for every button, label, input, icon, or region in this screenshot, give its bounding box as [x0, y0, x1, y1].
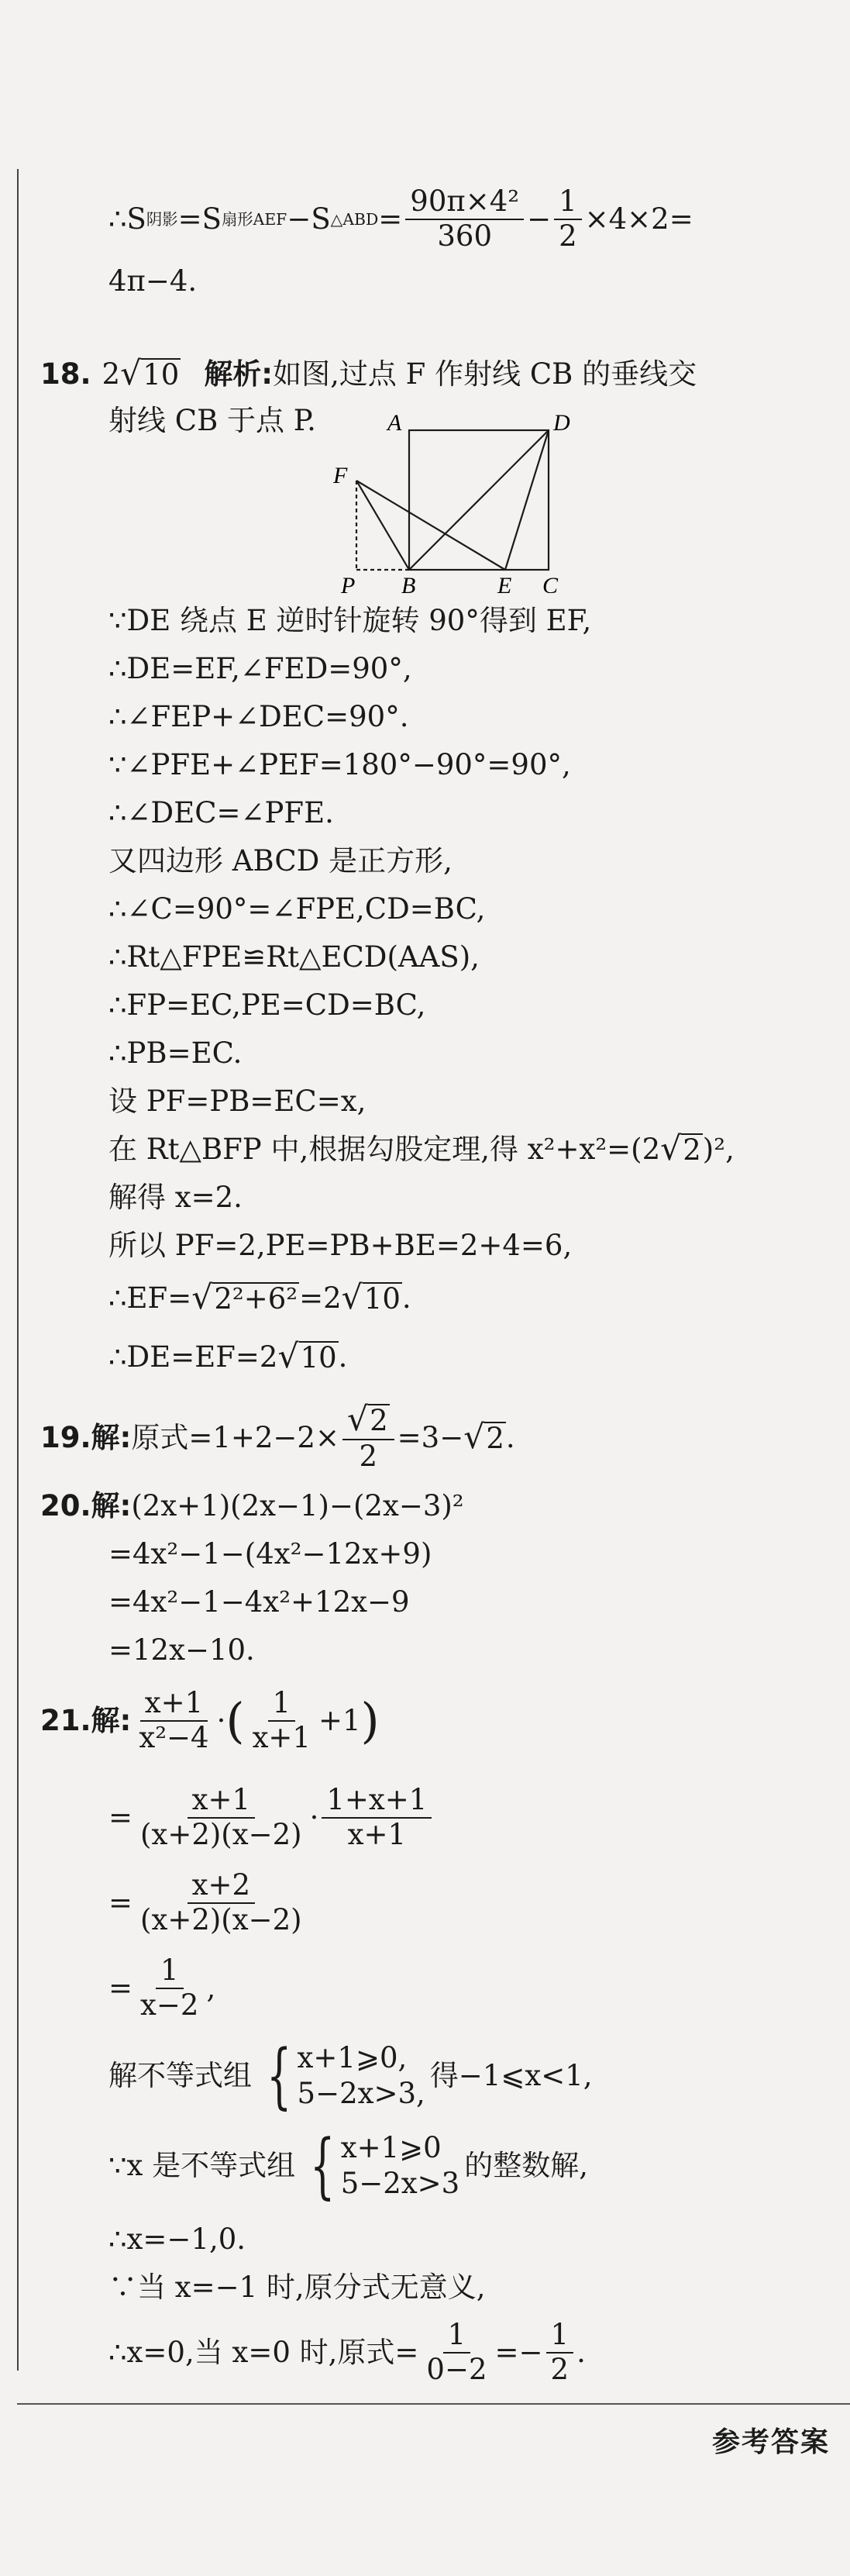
radicand: 10 — [363, 1281, 401, 1316]
denominator: x−2 — [140, 1988, 199, 2022]
label-p: P — [341, 573, 356, 593]
q21-final — [108, 2318, 586, 2388]
text: =4x²−1−(4x²−12x+9) — [108, 1537, 432, 1571]
text: − — [527, 202, 552, 236]
q20-line1 — [40, 1488, 464, 1524]
denominator: x²−4 — [139, 1721, 209, 1754]
subscript: 阴影 — [146, 210, 178, 229]
fraction — [405, 184, 524, 253]
fraction — [422, 2320, 491, 2385]
text: =4x²−1−4x²+12x−9 — [108, 1585, 410, 1619]
numerator: 90π×4² — [405, 187, 524, 220]
q21-line2 — [108, 1783, 435, 1853]
segment-fb — [356, 481, 409, 570]
subscript: △ABD — [330, 210, 379, 229]
text: ∴DE=EF,∠FED=90°, — [108, 652, 412, 685]
denominator: 360 — [437, 219, 492, 253]
q21-integer-solution — [108, 2124, 588, 2207]
sqrt: √ 2²+6² — [191, 1278, 298, 1317]
numerator: x+1 — [188, 1785, 255, 1819]
solve-line — [108, 1180, 243, 1216]
denominator: x+1 — [347, 1818, 407, 1851]
denominator: 2 — [359, 1439, 378, 1473]
paren: ) — [360, 1692, 380, 1749]
ef-line — [108, 1278, 411, 1317]
text: . — [401, 1281, 411, 1315]
q21-line4 — [108, 1954, 215, 2023]
analysis-label: 解析: — [204, 357, 274, 391]
q21-line1 — [40, 1686, 380, 1756]
shaded-area-formula — [108, 184, 693, 254]
radicand: 10 — [300, 1340, 337, 1374]
text: ∵当 x=−1 时,原分式无意义, — [108, 2271, 486, 2304]
question-number: 20. — [40, 1489, 91, 1522]
text: =S — [177, 202, 222, 236]
text: ∴∠C=90°=∠FPE,CD=BC, — [108, 892, 486, 926]
shaded-area-result — [108, 264, 197, 299]
solution-label: 解: — [91, 1421, 132, 1454]
label-c: C — [542, 573, 559, 593]
answer-coef: 2 — [102, 357, 121, 391]
sqrt: √ 10 — [341, 1278, 401, 1317]
proof-line — [108, 699, 408, 735]
text: ∴S — [108, 202, 146, 236]
left-brace: { — [267, 2034, 292, 2117]
sqrt: √ 2 — [660, 1129, 701, 1168]
fraction — [136, 1956, 203, 2021]
text: = — [108, 1801, 133, 1834]
proof-line — [108, 603, 591, 639]
text: =3− — [397, 1421, 464, 1454]
text: ∴PB=EC. — [108, 1036, 243, 1070]
fraction — [134, 1688, 213, 1754]
question-number: 19. — [40, 1421, 91, 1454]
q18-header — [40, 354, 697, 393]
numerator: 1 — [554, 187, 582, 220]
fraction — [136, 1868, 307, 1936]
denominator: (x+2)(x−2) — [140, 1818, 302, 1851]
text: =12x−10. — [108, 1633, 255, 1667]
radicand: 10 — [143, 357, 180, 391]
sqrt: √ 2 — [463, 1418, 504, 1457]
question-number: 18. — [40, 357, 91, 391]
numerator: x+1 — [140, 1688, 208, 1722]
left-margin-rule — [17, 169, 19, 2371]
text: . — [338, 1340, 348, 1374]
pythagoras-line — [108, 1129, 735, 1168]
lengths-line — [108, 1228, 572, 1264]
numerator: 1+x+1 — [322, 1785, 432, 1819]
text: . — [505, 1421, 515, 1454]
text: −S — [287, 202, 331, 236]
text: ×4×2= — [584, 202, 693, 236]
proof-line — [108, 1036, 242, 1071]
fraction — [554, 184, 582, 253]
text: (2x+1)(2x−1)−(2x−3)² — [131, 1489, 464, 1522]
denominator: 2 — [559, 219, 577, 253]
radicand: 2 — [370, 1404, 388, 1438]
proof-line — [108, 940, 480, 975]
text: 的整数解, — [464, 2149, 588, 2182]
text: ∴FP=EC,PE=CD=BC, — [108, 988, 426, 1022]
proof-line — [108, 651, 412, 687]
numerator: 1 — [443, 2320, 471, 2354]
label-d: D — [553, 410, 570, 436]
text: = — [108, 1886, 133, 1919]
text: =2 — [299, 1281, 342, 1315]
denominator: 0−2 — [426, 2353, 487, 2386]
text: ∵∠PFE+∠PEF=180°−90°=90°, — [108, 748, 571, 781]
proof-line — [108, 891, 485, 927]
left-brace: { — [310, 2124, 336, 2207]
radicand: 2 — [486, 1421, 504, 1455]
q18-line2 — [108, 403, 316, 439]
q21-line3 — [108, 1868, 310, 1938]
text: +1 — [318, 1704, 361, 1737]
text: 射线 CB 于点 P. — [108, 404, 316, 437]
segment-fe — [356, 481, 505, 570]
inequality-2: 5−2x>3, — [297, 2077, 425, 2110]
paren: ( — [225, 1692, 245, 1749]
proof-line — [108, 1084, 366, 1119]
text: ∴Rt△FPE≌Rt△ECD(AAS), — [108, 940, 480, 974]
inequality-2: 5−2x>3 — [340, 2167, 460, 2200]
solution-label: 解: — [91, 1704, 132, 1737]
denominator: x+1 — [252, 1721, 311, 1754]
proof-line — [108, 747, 571, 783]
text: 得−1⩽x<1, — [429, 2059, 593, 2092]
q19 — [40, 1401, 515, 1473]
numerator: 1 — [268, 1688, 296, 1722]
text: 原式=1+2−2× — [131, 1421, 339, 1454]
proof-line — [108, 843, 453, 879]
text: 解不等式组 — [108, 2059, 252, 2092]
de-line — [108, 1337, 348, 1376]
text: , — [206, 1971, 216, 2005]
fraction — [342, 1401, 394, 1473]
sqrt: √ 10 — [277, 1337, 337, 1376]
text: ∵DE 绕点 E 逆时针旋转 90°得到 EF, — [108, 604, 592, 637]
text: ∴DE=EF=2 — [108, 1340, 278, 1374]
text: 又四边形 ABCD 是正方形, — [108, 844, 453, 878]
inequality-1: x+1⩾0, — [297, 2041, 408, 2074]
q21-inequality-system — [108, 2034, 593, 2117]
numerator: 1 — [156, 1956, 184, 1989]
radicand: 2²+6² — [214, 1281, 298, 1316]
brace-system — [300, 2124, 460, 2207]
text: ∵x 是不等式组 — [108, 2149, 296, 2182]
fraction — [136, 1785, 307, 1850]
numerator: x+2 — [188, 1871, 255, 1904]
text: 所以 PF=2,PE=PB+BE=2+4=6, — [108, 1229, 573, 1262]
text: ∴∠FEP+∠DEC=90°. — [108, 700, 409, 733]
proof-line — [108, 795, 334, 831]
text: ∴x=0,当 x=0 时,原式= — [108, 2336, 419, 2369]
text: · — [309, 1801, 319, 1834]
footer-label: 参考答案 — [711, 2426, 830, 2458]
text: 设 PF=PB=EC=x, — [108, 1085, 366, 1118]
text: 如图,过点 F 作射线 CB 的垂线交 — [273, 357, 697, 391]
radicand: 2 — [683, 1133, 701, 1167]
q21-values — [108, 2222, 246, 2257]
geometry-figure — [325, 407, 573, 593]
question-number: 21. — [40, 1704, 91, 1737]
text: )², — [702, 1133, 735, 1166]
q20-line2 — [108, 1536, 432, 1572]
proof-line — [108, 988, 425, 1023]
text: 在 Rt△BFP 中,根据勾股定理,得 x²+x²=(2 — [108, 1133, 661, 1166]
text: = — [108, 1971, 133, 2005]
text: · — [216, 1704, 226, 1737]
q21-undefined — [108, 2270, 485, 2305]
numerator: 1 — [546, 2320, 574, 2354]
fraction — [248, 1688, 315, 1754]
q20-line3 — [108, 1585, 410, 1620]
text: 解得 x=2. — [108, 1181, 243, 1214]
inequality-1: x+1⩾0 — [340, 2131, 442, 2164]
solution-label: 解: — [91, 1489, 132, 1522]
label-a: A — [387, 410, 402, 436]
label-e: E — [497, 573, 512, 593]
denominator: (x+2)(x−2) — [140, 1903, 302, 1936]
label-f: F — [333, 463, 348, 488]
numerator: √ 2 — [342, 1404, 394, 1440]
text: ∴x=−1,0. — [108, 2223, 246, 2256]
q20-line4 — [108, 1633, 255, 1668]
footer-rule — [17, 2403, 850, 2405]
text: = — [378, 202, 403, 236]
fraction — [546, 2320, 574, 2385]
text: ∴EF= — [108, 1281, 192, 1315]
label-b: B — [401, 573, 416, 593]
fraction — [322, 1785, 432, 1850]
text: . — [576, 2336, 586, 2369]
brace-system — [256, 2034, 425, 2117]
sqrt: √ 10 — [120, 354, 180, 393]
text: =− — [494, 2336, 543, 2369]
text: ∴∠DEC=∠PFE. — [108, 796, 334, 829]
text: 4π−4. — [108, 264, 198, 298]
subscript: 扇形AEF — [221, 210, 287, 229]
denominator: 2 — [550, 2353, 570, 2386]
